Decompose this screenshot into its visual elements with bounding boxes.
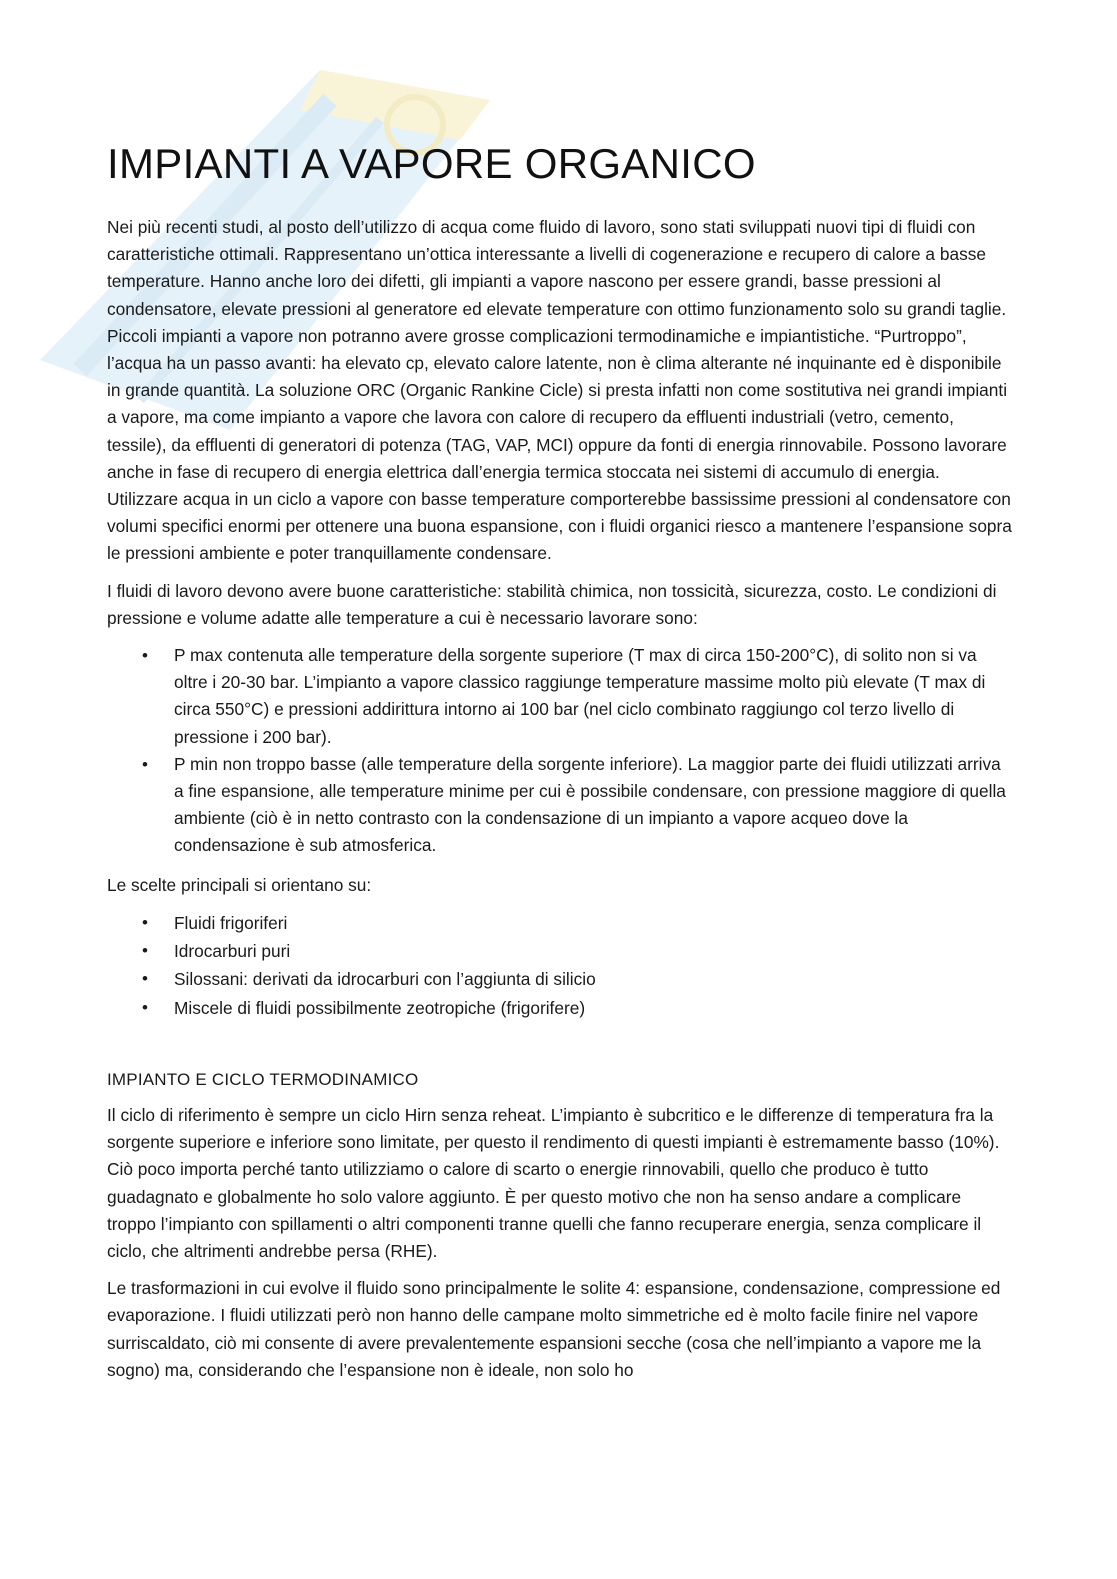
- list-item: • Silossani: derivati da idrocarburi con l’aggiunta di silicio: [107, 965, 1012, 993]
- choices-intro: Le scelte principali si orientano su:: [107, 874, 372, 895]
- intro-paragraph: Nei più recenti studi, al posto dell’utilizzo di acqua come fluido di lavoro, sono stati sviluppati nuovi tipi di fluidi con caratteristiche ottimali. Rappresentano un’ottica interessante a livelli di cogenerazione e recupero di calore a basse temperature. Hanno anche loro dei difetti, gli impianti a vapore nascono per essere grandi, basse pressioni al condensatore, elevate pressioni al generatore ed elevate temperature con ottimo funzionamento solo su grandi taglie. Piccoli impianti a vapore non potranno avere grosse complicazioni termodinamiche e impiantistiche. “Purtroppo”, l’acqua ha un passo avanti: ha elevato cp, elevato calore latente, non è clima alterante né inquinante ed è disponibile in grande quantità. La soluzione ORC (Organic Rankine Cicle) si presta infatti non come sostitutiva nei grandi impianti a vapore, ma come impianto a vapore che lavora con calore di recupero da effluenti industriali (vetro, cemento, tessile), da effluenti di generatori di potenza (TAG, VAP, MCI) oppure da fonti di energia rinnovabile. Possono lavorare anche in fase di recupero di energia elettrica dall’energia termica stoccata nei sistemi di accumulo di energia. Utilizzare acqua in un ciclo a vapore con basse temperature comporterebbe bassissime pressioni al condensatore con volumi specifici enormi per ottenere una buona espansione, con i fluidi organici riesco a mantenere l’espansione sopra le pressioni ambiente e poter tranquillamente condensare.: [107, 217, 1012, 564]
- fluids-paragraph: I fluidi di lavoro devono avere buone caratteristiche: stabilità chimica, non tossicità, sicurezza, costo. Le condizioni di pressione e volume adatte alle temperature a cui è necessario lavorare sono:: [107, 580, 997, 628]
- choices-list: [107, 909, 1012, 1022]
- list-item: • P max contenuta alle temperature della sorgente superiore (T max di circa 150-200°C), di solito non si va oltre i 20-30 bar. L’impianto a vapore classico raggiunge temperature massime molto più elevate (T max di circa 550°C) e pressioni addirittura intorno ai 100 bar (nel ciclo combinato raggiungo col terzo livello di pressione i 200 bar).: [107, 642, 1012, 751]
- list-item: • Fluidi frigoriferi: [107, 909, 1012, 937]
- transform-paragraph: Le trasformazioni in cui evolve il fluido sono principalmente le solite 4: espansione, condensazione, compressione ed evaporazione. I fluidi utilizzati però non hanno delle campane molto simmetriche ed è molto facile finire nel vapore surriscaldato, ciò mi consente di avere prevalentemente espansioni secche (cosa che nell’impianto a vapore me la sogno) ma, considerando che l’espansione non è ideale, non solo ho: [107, 1278, 1001, 1380]
- list-item: • Miscele di fluidi possibilmente zeotropiche (frigorifere): [107, 994, 1012, 1022]
- cycle-paragraph: Il ciclo di riferimento è sempre un ciclo Hirn senza reheat. L’impianto è subcritico e le differenze di temperatura fra la sorgente superiore e inferiore sono limitate, per questo il rendimento di questi impianti è estremamente basso (10%). Ciò poco importa perché tanto utilizziamo o calore di scarto o energie rinnovabili, quello che produco è tutto guadagnato e globalmente ho solo valore aggiunto. È per questo motivo che non ha senso andare a complicare troppo l’impianto con spillamenti o altri componenti tranne quelli che fanno recuperare energia, senza complicare il ciclo, che altrimenti andrebbe persa (RHE).: [107, 1105, 1000, 1262]
- document-title: IMPIANTI A VAPORE ORGANICO: [107, 140, 756, 187]
- list-item: • P min non troppo basse (alle temperature della sorgente inferiore). La maggior parte dei fluidi utilizzati arriva a fine espansione, alle temperature minime per cui è possibile condensare, con pressione maggiore di quella ambiente (ciò è in netto contrasto con la condensazione di un impianto a vapore acqueo dove la condensazione è sub atmosferica.: [107, 751, 1012, 860]
- section-heading: IMPIANTO E CICLO TERMODINAMICO: [107, 1070, 419, 1090]
- list-item: • Idrocarburi puri: [107, 937, 1012, 965]
- conditions-list: [107, 642, 1012, 860]
- document-page: [107, 140, 1012, 1394]
